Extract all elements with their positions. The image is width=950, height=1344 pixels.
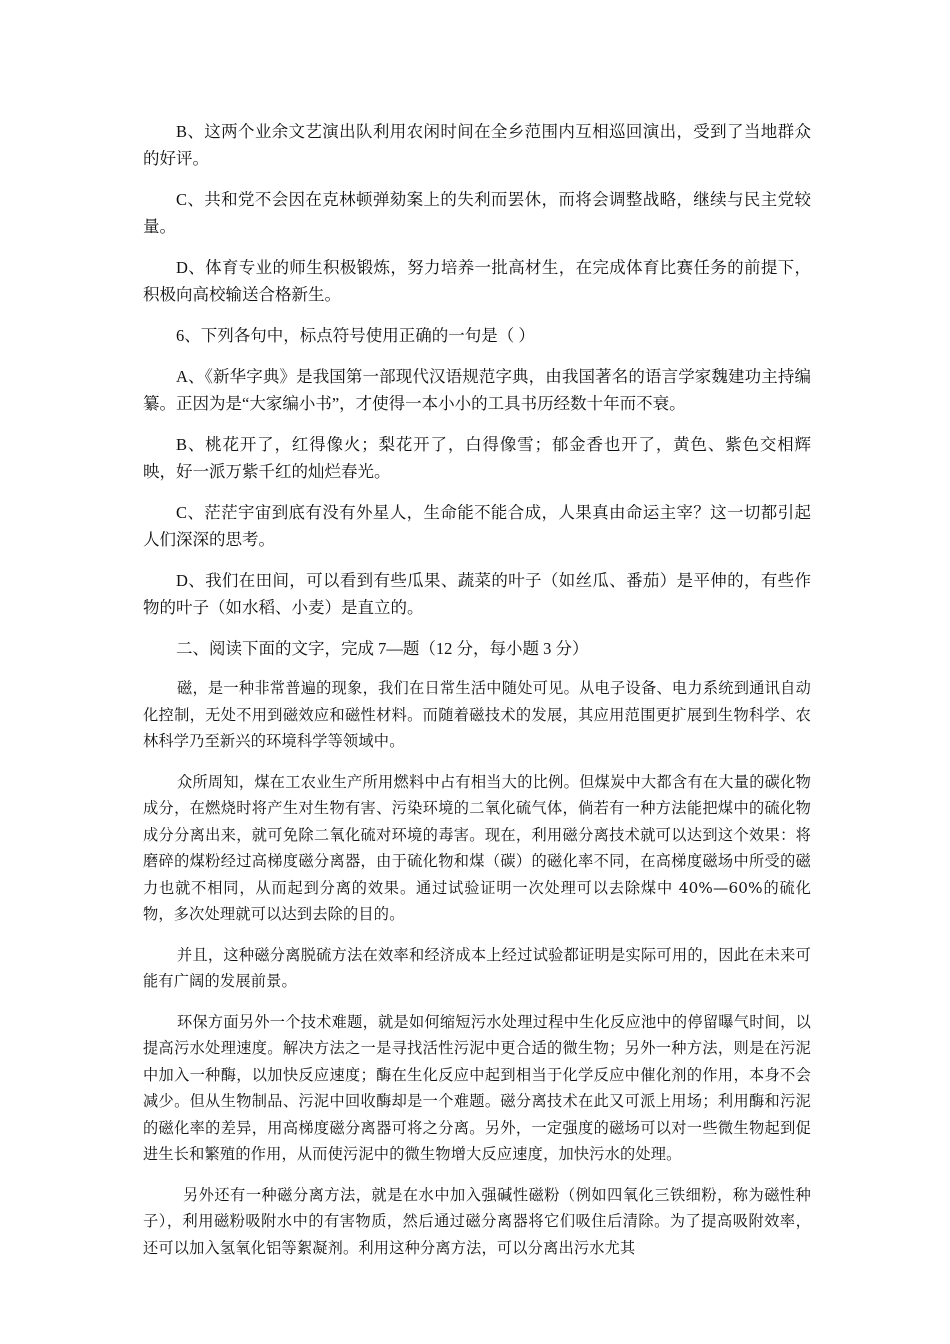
passage-paragraph: 另外还有一种磁分离方法，就是在水中加入强碱性磁粉（例如四氧化三铁细粉，称为磁性种子），利用磁粉吸附水中的有害物质，然后通过磁分离器将它们吸住后清除。为了提高吸附效率，还可以加入氢氧化铝等絮凝剂。利用这种分离方法，可以分离出污水尤其 bbox=[143, 1185, 811, 1257]
section-heading: 二、阅读下面的文字，完成 7—题（12 分，每小题 3 分） bbox=[176, 639, 589, 658]
option-b-q6: B、桃花开了，红得像火；梨花开了，白得像雪；郁金香也开了，黄色、紫色交相辉映，好一派万紫千红的灿烂春光。 bbox=[143, 435, 811, 481]
passage-paragraph: 环保方面另外一个技术难题，就是如何缩短污水处理过程中生化反应池中的停留曝气时间，以提高污水处理速度。解决方法之一是寻找活性污泥中更合适的微生物；另外一种方法，则是在污泥中加入一种酶，以加快反应速度；酶在生化反应中起到相当于化学反应中催化剂的作用，本身不会减少。但从生物制品、污泥中回收酶却是一个难题。磁分离技术在此又可派上用场；利用酶和污泥的磁化率的差异，用高梯度磁分离器可将之分离。另外，一定强度的磁场可以对一些微生物起到促进生长和繁殖的作用，从而使污泥中的微生物增大反应速度，加快污水的处理。 bbox=[143, 1012, 811, 1163]
option-c-q6: C、茫茫宇宙到底有没有外星人，生命能不能合成，人果真由命运主宰？这一切都引起人们深深的思考。 bbox=[143, 503, 811, 549]
option-a-q6: A、《新华字典》是我国第一部现代汉语规范字典，由我国著名的语言学家魏建功主持编纂。正因为是“大家编小书”，才使得一本小小的工具书历经数十年而不衰。 bbox=[143, 367, 811, 413]
passage-paragraph: 众所周知，煤在工农业生产所用燃料中占有相当大的比例。但煤炭中大都含有在大量的碳化物成分，在燃烧时将产生对生物有害、污染环境的二氧化硫气体，倘若有一种方法能把煤中的硫化物成分分离出来，就可免除二氧化硫对环境的毒害。现在，利用磁分离技术就可以达到这个效果：将磨碎的煤粉经过高梯度磁分离器，由于硫化物和煤（碳）的磁化率不同，在高梯度磁场中所受的磁力也就不相同，从而起到分离的效果。通过试验证明一次处理可以去除煤中 40%—60%的硫化物，多次处理就可以达到去除的目的。 bbox=[143, 772, 811, 923]
question-6: 6、下列各句中，标点符号使用正确的一句是（ ） bbox=[176, 326, 535, 345]
passage-paragraph: 磁，是一种非常普遍的现象，我们在日常生活中随处可见。从电子设备、电力系统到通讯自动化控制，无处不用到磁效应和磁性材料。而随着磁技术的发展，其应用范围更扩展到生物科学、农林科学乃至新兴的环境科学等领域中。 bbox=[143, 679, 811, 750]
page-content bbox=[143, 118, 811, 1275]
option-d-q5: D、体育专业的师生积极锻炼，努力培养一批高材生，在完成体育比赛任务的前提下，积极向高校输送合格新生。 bbox=[143, 258, 811, 304]
passage-paragraph: 并且，这种磁分离脱硫方法在效率和经济成本上经过试验都证明是实际可用的，因此在未来可能有广阔的发展前景。 bbox=[143, 945, 811, 990]
option-c-q5: C、共和党不会因在克林顿弹劾案上的失利而罢休，而将会调整战略，继续与民主党较量。 bbox=[143, 190, 811, 236]
option-b-q5: B、这两个业余文艺演出队利用农闲时间在全乡范围内互相巡回演出，受到了当地群众的好评。 bbox=[143, 122, 811, 168]
option-d-q6: D、我们在田间，可以看到有些瓜果、蔬菜的叶子（如丝瓜、番茄）是平伸的，有些作物的叶子（如水稻、小麦）是直立的。 bbox=[143, 571, 811, 617]
